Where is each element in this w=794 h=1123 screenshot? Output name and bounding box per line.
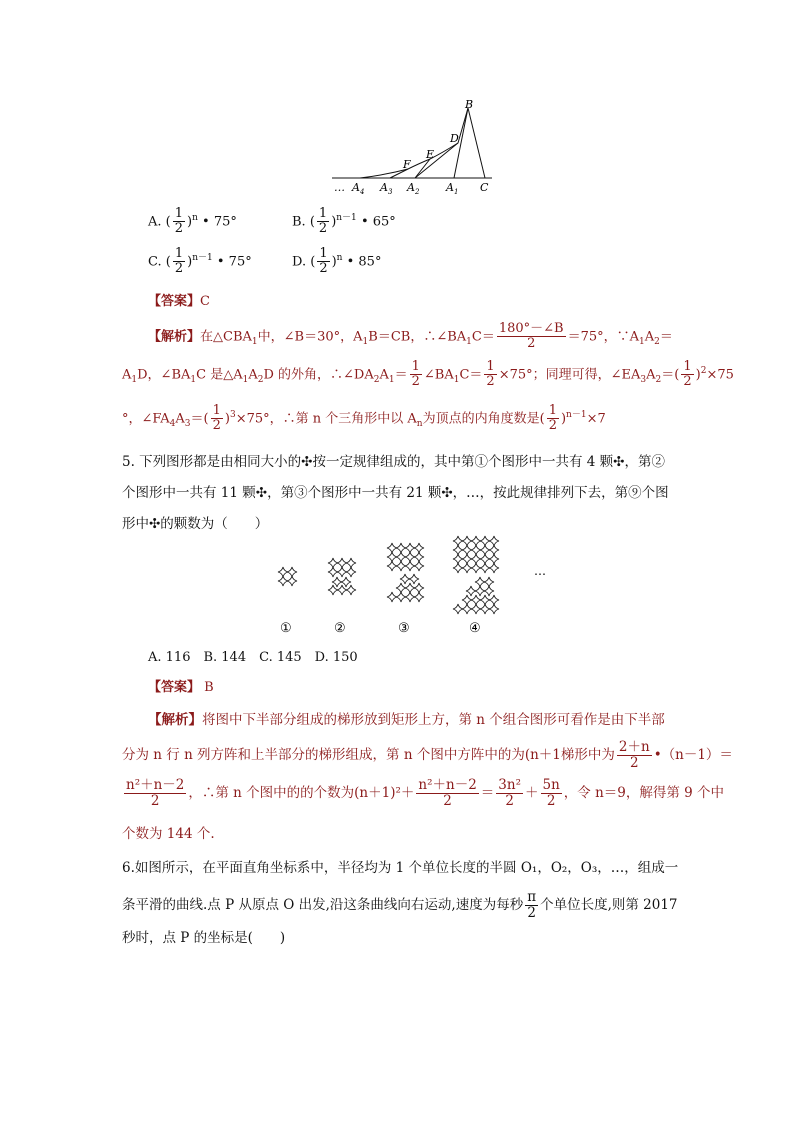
q4-analysis-line3: °，$\angle FA_4A_3=$( $\frac{1}{2}$ )$^3$×75°，∴第 n 个三角形中以 $A_n$为顶点的内角度数是( $\frac{1}{2}$ )$^{n-1}$×7 — [122, 403, 606, 434]
label-C: C — [480, 181, 489, 194]
q5-fig-label-3: ③ — [398, 621, 410, 636]
q5-fig-label-2: ② — [334, 621, 346, 636]
svg-text:3: 3 — [388, 188, 393, 196]
label-A4: A — [352, 181, 360, 194]
figure-1-stars — [278, 567, 297, 586]
q5-options: A. 116 B. 144 C. 145 D. 150 — [148, 650, 358, 665]
label-F: F — [403, 158, 411, 171]
q5-analysis-line2: 分为 n 行 n 列方阵和上半部分的梯形组成，第 n 个图中方阵中的为(n＋1梯形中为 $\frac{2+n}{2}$ •（n－1）＝ — [122, 739, 733, 771]
q5-analysis-line1: 【解析】将图中下半部分组成的梯形放到矩形上方，第 n 个组合图形可看作是由下半部 — [148, 712, 665, 728]
label-D: D — [450, 132, 459, 145]
q5-star-pattern-figures — [270, 535, 560, 645]
label-A2: A — [407, 181, 415, 194]
q5-fig-label-1: ① — [280, 621, 292, 636]
q4-option-A: A. ( $\frac{1}{2}$ )$^n$ • 75° — [148, 206, 237, 237]
q6-stem-line3: 秒时，点 P 的坐标是( ) — [122, 930, 286, 946]
q4-answer: 【答案】C — [148, 294, 210, 309]
q5-answer: 【答案】 B — [148, 680, 214, 695]
label-B: B — [465, 98, 474, 111]
figure-3-stars — [387, 543, 424, 602]
figure-4-stars — [453, 536, 499, 614]
svg-text:2: 2 — [415, 188, 420, 196]
q5-fig-label-4: ④ — [469, 621, 481, 636]
label-dots: … — [334, 181, 345, 194]
q5-stem-line2: 个图形中一共有 11 颗✣，第③个图形中一共有 21 颗✣，…，按此规律排列下去，第⑨个图 — [122, 485, 669, 501]
q5-stem-line1: 5. 下列图形都是由相同大小的✣按一定规律组成的，其中第①个图形中一共有 4 颗✣，第② — [122, 454, 665, 470]
svg-text:1: 1 — [454, 188, 459, 196]
q4-analysis-line2: $A_1D$，$\angle BA_1C$ 是$\triangle A_1A_2D$ 的外角，$\therefore\angle DA_2A_1=$ $\frac{1}{2}$ $\angle BA_1C=$ $\frac{1}{2}$ ×75°；同理可得，$\angle EA_3A_2=$( $\frac{1}{2}$ )$^2$×75 — [122, 359, 734, 390]
q4-option-C: C. ( $\frac{1}{2}$ )$^{n-1}$ • 75° — [148, 246, 252, 277]
q4-option-D: D. ( $\frac{1}{2}$ )$^n$ • 85° — [292, 246, 382, 277]
triangle-sequence-figure — [330, 98, 500, 198]
q5-analysis-line4: 个数为 144 个. — [122, 826, 215, 842]
q5-figure-ellipsis: … — [534, 564, 546, 578]
q6-stem-line2: 条平滑的曲线.点 P 从原点 O 出发,沿这条曲线向右运动,速度为每秒 $\frac{\pi}{2}$ 个单位长度,则第 2017 — [122, 889, 678, 921]
figure-2-stars — [328, 558, 356, 595]
label-A1: A — [446, 181, 454, 194]
q6-stem-line1: 6.如图所示，在平面直角坐标系中，半径均为 1 个单位长度的半圆 O₁，O₂，O₃，…，组成一 — [122, 860, 679, 876]
label-A3: A — [380, 181, 388, 194]
q4-option-B: B. ( $\frac{1}{2}$ )$^{n-1}$ • 65° — [292, 206, 396, 237]
q5-stem-line3: 形中✣的颗数为（ ） — [122, 516, 269, 532]
q4-analysis-line1: 【解析】在$\triangle CBA_1$中，∠B＝30°，$A_1B=CB$，$\therefore\angle BA_1C=$ $\frac{180^\circ-\angle B}{2}$ ＝75°，$\because A_1A_2=$ — [148, 321, 673, 352]
q5-analysis-line3: $\frac{\text{n²＋n－2}}{2}$ ，∴第 n 个图中的的个数为(n＋1)²＋ $\frac{\text{n²＋n－2}}{2}$ ＝ $\frac{\text{3n²}}{2}$ ＋ $\frac{5n}{2}$ ，令 n＝9，解得第 9 个中 — [126, 777, 725, 809]
label-E: E — [426, 148, 435, 161]
svg-text:4: 4 — [360, 188, 365, 196]
